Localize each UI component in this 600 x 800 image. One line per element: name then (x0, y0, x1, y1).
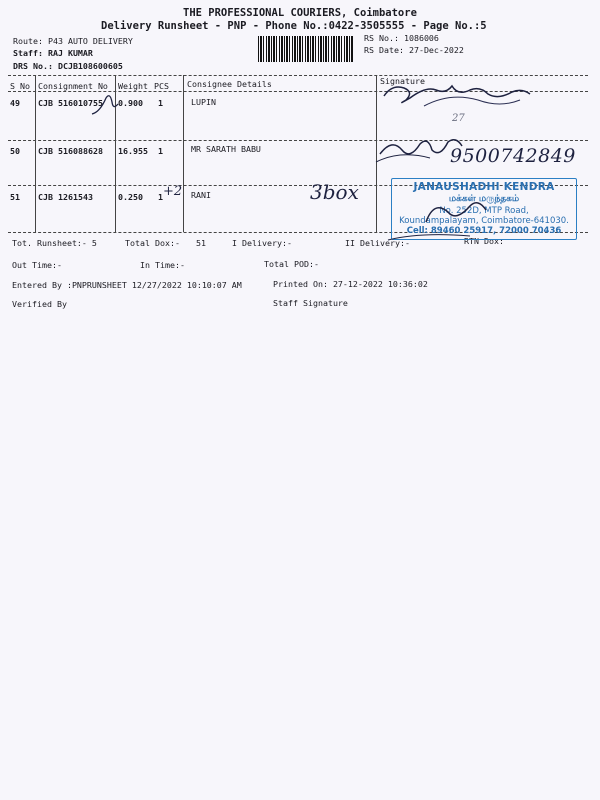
cell-sno: 50 (10, 146, 20, 156)
cell-sno: 49 (10, 98, 20, 108)
out-time: Out Time:- (12, 260, 62, 270)
rs-date: RS Date: 27-Dec-2022 (364, 45, 464, 55)
total-runsheet: Tot. Runsheet:- 5 (12, 238, 97, 248)
column-header: Consignment No (38, 81, 108, 91)
cell-consignee: LUPIN (191, 97, 216, 107)
cell-weight: 16.955 (118, 146, 148, 156)
runsheet-title: Delivery Runsheet - PNP - Phone No.:0422-3505555 - Page No.:5 (101, 20, 487, 32)
signature-mark (426, 203, 486, 222)
entered-by: Entered By :PNPRUNSHEET 12/27/2022 10:10:07 AM (12, 280, 242, 290)
column-header: Signature (380, 76, 425, 86)
signature-mark (376, 155, 430, 162)
verified-by: Verified By (12, 299, 67, 309)
cell-sno: 51 (10, 192, 20, 202)
cell-weight: 0.250 (118, 192, 143, 202)
handwritten-tick (92, 96, 118, 114)
stamp-name: JANAUSHADHI KENDRA (413, 181, 555, 193)
handwritten-stroke (388, 235, 470, 240)
ii-delivery: II Delivery:- (345, 238, 410, 248)
signature-mark (424, 97, 520, 106)
cell-pcs: 1 (158, 146, 163, 156)
drs-number: DRS No.: DCJB108600605 (13, 61, 123, 71)
stamp-address-line: No. 252D, MTP Road, (439, 206, 529, 216)
stamp-address-line: Koundampalayam, Coimbatore-641030. (399, 216, 569, 226)
stamp-tamil-name: மக்கள் மருந்தகம் (448, 194, 520, 204)
cell-consignment: CJB 516088628 (38, 146, 103, 156)
printed-on: Printed On: 27-12-2022 10:36:02 (273, 279, 428, 289)
rtn-dox: RTN Dox: (464, 236, 504, 246)
company-title: THE PROFESSIONAL COURIERS, Coimbatore (183, 7, 417, 19)
total-dox-label: Total Dox:- (125, 238, 180, 248)
column-header: PCS (154, 81, 169, 91)
handwritten-box-note: 3box (310, 180, 359, 204)
cell-pcs: 1 (158, 98, 163, 108)
cell-weight: 0.900 (118, 98, 143, 108)
i-delivery: I Delivery:- (232, 238, 292, 248)
total-dox-value: 51 (196, 238, 206, 248)
handwritten-date: 27 (452, 113, 465, 124)
cell-consignee: MR SARATH BABU (191, 144, 261, 154)
rs-number: RS No.: 1086006 (364, 33, 439, 43)
staff-signature: Staff Signature (273, 298, 348, 308)
cell-pcs: 1 (158, 192, 163, 202)
route-label: Route: P43 AUTO DELIVERY (13, 36, 133, 46)
staff-label: Staff: RAJ KUMAR (13, 48, 93, 58)
total-pod: Total POD:- (264, 259, 319, 269)
cell-consignment: CJB 516010755 (38, 98, 103, 108)
in-time: In Time:- (140, 260, 185, 270)
stamp-phone: Cell: 89460 25917, 72000 70436 (406, 226, 562, 236)
cell-consignment: CJB 1261543 (38, 192, 93, 202)
column-header: Weight (118, 81, 148, 91)
column-header: S No (10, 81, 30, 91)
handwritten-phone: 9500742849 (450, 145, 576, 167)
handwritten-pcs-note: +2 (163, 184, 183, 199)
cell-consignee: RANI (191, 190, 211, 200)
column-header: Consignee Details (187, 79, 272, 89)
signature-mark (380, 140, 462, 154)
signature-mark (384, 86, 530, 103)
